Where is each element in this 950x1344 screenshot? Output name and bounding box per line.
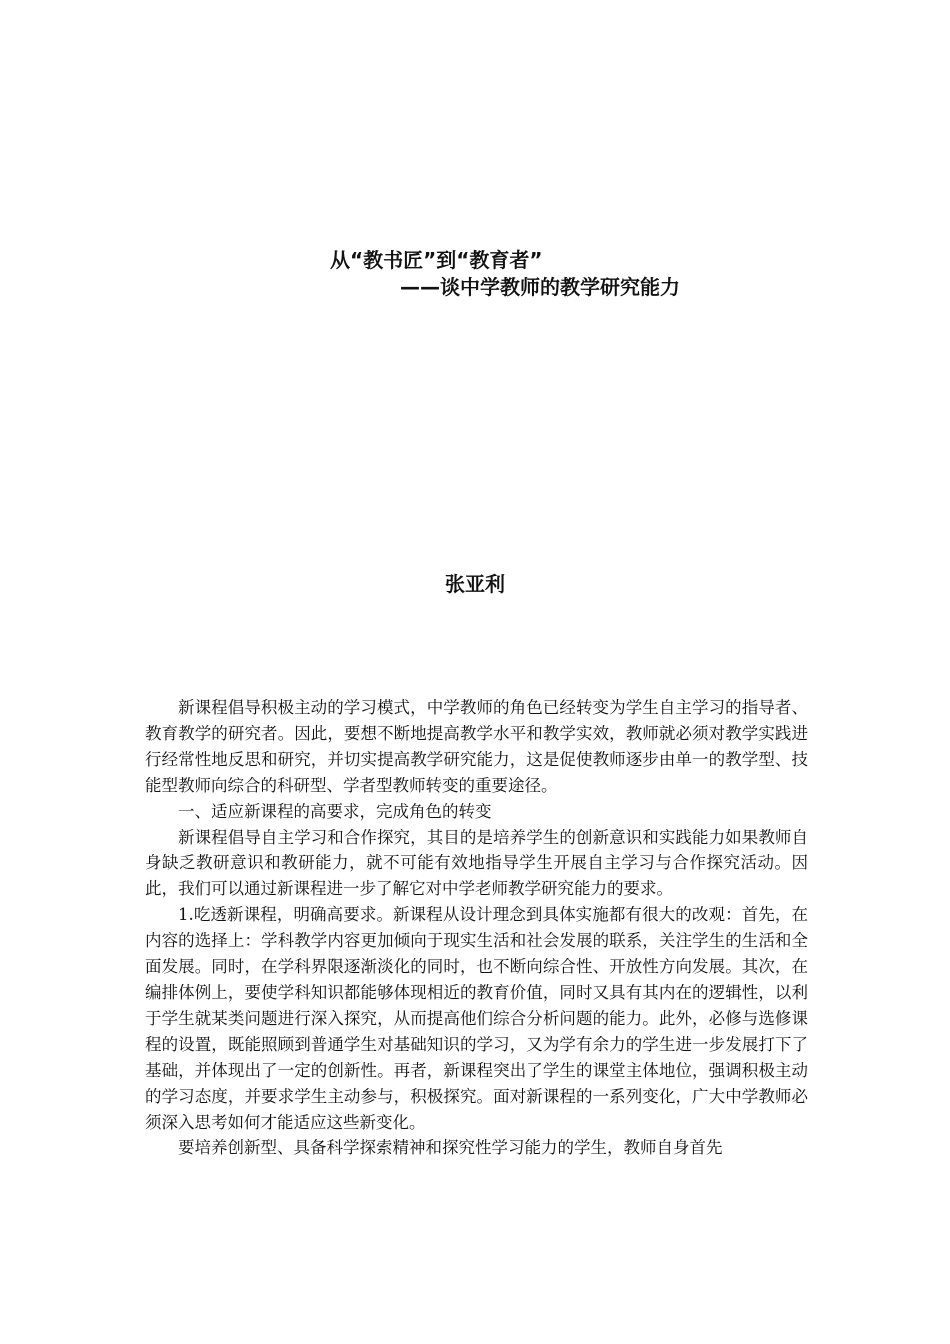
paragraph-point-1: 1.吃透新课程，明确高要求。新课程从设计理念到具体实施都有很大的改观：首先，在内容的选择上：学科教学内容更加倾向于现实生活和社会发展的联系，关注学生的生活和全面发展。同时，在学科界限逐渐淡化的同时，也不断向综合性、开放性方向发展。其次，在编排体例上，要使学科知识都能够体现相近的教育价值，同时又具有其内在的逻辑性，以利于学生就某类问题进行深入探究，从而提高他们综合分析问题的能力。此外，必修与选修课程的设置，既能照顾到普通学生对基础知识的学习，又为学有余力的学生进一步发展打下了基础，并体现出了一定的创新性。再者，新课程突出了学生的课堂主体地位，强调积极主动的学习态度，并要求学生主动参与，积极探究。面对新课程的一系列变化，广大中学教师必须深入思考如何才能适应这些新变化。	[145, 905, 808, 1132]
document-title: 从“教书匠”到“教育者”	[330, 248, 543, 272]
paragraph-section-1: 新课程倡导自主学习和合作探究，其目的是培养学生的创新意识和实践能力如果教师自身缺乏教研意识和教研能力，就不可能有效地指导学生开展自主学习与合作探究活动。因此，我们可以通过新课程进一步了解它对中学老师教学研究能力的要求。	[145, 827, 808, 899]
section-heading-1: 一、适应新课程的高要求，完成角色的转变	[178, 801, 492, 821]
body-text	[145, 695, 808, 1161]
paragraph-intro: 新课程倡导积极主动的学习模式，中学教师的角色已经转变为学生自主学习的指导者、教育教学的研究者。因此，要想不断地提高教学水平和教学实效，教师就必须对教学实践进行经常性地反思和研究，并切实提高教学研究能力，这是促使教师逐步由单一的教学型、技能型教师向综合的科研型、学者型教师转变的重要途径。	[145, 698, 808, 795]
paragraph-continued: 要培养创新型、具备科学探索精神和探究性学习能力的学生，教师自身首先	[178, 1138, 723, 1158]
document-subtitle: ——谈中学教师的教学研究能力	[400, 275, 680, 299]
author-name: 张亚利	[445, 572, 505, 596]
title-block	[330, 247, 810, 301]
